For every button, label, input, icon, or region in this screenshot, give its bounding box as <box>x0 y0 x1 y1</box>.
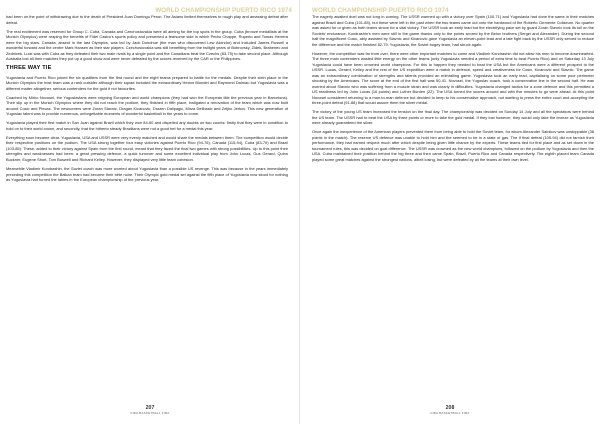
page-footer-text: FIBA BASKETBALL FIBA <box>430 411 470 415</box>
paragraph: Everything soon became clear. Yugoslavia, USA and USSR were very evenly matched and would share the medals between them. The competition would decide their respective positions on the podium. The USA strung together four easy victories against Puerto Rico (94-76), Canada (115-94), Cuba (83-70) and Brazil (103-85). These, added to their victory against Spain from the first round, meant that they faced the final two games with strong possibilities. Up to this point their strengths and weaknesses had been: a great pressing defence, a quick turnover and some excellent individual play from John Lucas, Gus Gerard, Quinn Buckner, Eugene Short, Tom Boswell and Richard Kelley. However, they displayed very little team cohesion. <box>6 134 288 162</box>
left-folio <box>0 405 300 415</box>
paragraph: The eagerly awaited duel was not long in coming. The USSR warmed up with a victory over Spain (100-71) and Yugoslavia had done the same in their matches against Brazil and Cuba (101-85), but these were left in the past when the two teams came out onto the hardwood of the Roberto Clemente Coliseum. No quarter was asked for or given as both teams strove for a vital victory. The USSR took an early lead but the electrifying pace set by guard Zoran Slavnic took its toll on the Soviets' endurance. Kondrashin's men were still in the game thanks only to the points scored by the Belov brothers (Sergei and Alexander). During the second half the magnificent Cosic, ably assisted by Slavnic and Kicanovic gave Yugoslavia an eleven-point lead and a late fight back by the USSR only served to reduce the difference and the match finished 82-79. Yugoslavia, the Soviet bogey team, had struck again. <box>312 14 594 47</box>
right-running-head: WORLD CHAMPIONSHIP PUERTO RICO 1974 <box>312 7 449 14</box>
paragraph: had been on the point of withdrawing due to the death of President Juan Domingo Peron. The Asians limited themselves to rough play and amassing defeat after defeat. <box>6 14 288 25</box>
right-folio <box>300 405 600 415</box>
page-number: 207 <box>145 405 155 411</box>
right-page <box>300 0 600 424</box>
paragraph: However, the competition was far from over, there were other important matches to come and Vladimir Kondrashin did not allow his men to become downhearted. The three main contenders wasted little energy on the other teams (only Yugoslavia needed a period of extra time to beat Puerto Rico) and on Saturday 13 July Yugoslavia could have been crowned world champions. For this to happen they needed to beat the USA but the Americans were a different prospect to the USSR. Lucas, Gerard, Kelley and the rest of the US expedition were a match in defence, speed and creativeness for Cosic, Kicanovic and Slavnic. The game was an extraordinary combination of strengths and talents provided an enthralling game. Yugoslavia took an early lead, capitalising on some poor perimeter shooting by the Americans. The score at the end of the first half was 50-41. Novosel, the Yugoslav coach, took a conservative line in the second half. He was worried about Slavnic who was suffering from a muscle strain and was clearly in difficulties. Yugoslavia changed tactics for a zone defence and this permitted a US readiness led by John Lucas (16 points) and Luther Burden (22). The USA turned the scores around and with five minutes to go were ahead. At this point Novosel considered returning to a man-to-man defence but decided to keep to his conservative approach, not wanting to press the entire court and accepting the three-point defeat (91-88) that would assure them the silver medal. <box>312 50 594 106</box>
left-running-head: WORLD CHAMPIONSHIP PUERTO RICO 1974 <box>155 7 292 14</box>
paragraph: The victory of the young US team increased the tension on the final day. The championship was decided on Sunday 14 July and all the spectators were behind the US team. The USSR had to beat the USA by three points or more to take the gold medal. If they lost however, they would only take the bronze as Yugoslavia were already guaranteed the silver. <box>312 109 594 126</box>
paragraph: Meanwhile Vladimir Kondrashin, the Soviet coach was more worried about Yugoslavia than a possible US revenge. This was because in the years immediately preceding this competition the Balkan team had become their bête noire. Their Olympic gold medal set against the fifth place of Yugoslavia now stood for nothing as Yugoslavia had turned the tables in the European championship of the previous year. <box>6 166 288 183</box>
paragraph: Coached by Mirko Novosel, the Yugoslavians were reigning European and world champions (they had won the European title the previous year in Barcelona). Their slip up in the Munich Olympics where they did not reach the podium, they finished in fifth place, instigated a renovation of the team which was now built around Cosic and Plecas. The newcomers were Zoran Slavnic, Dragan Kicanovic, Drazen Dalipagic, Mirza Delibasic and Zeljko Jerkov. This new generation of Yugoslav talent was to provide numerous, unforgettable moments of wonderful basketball in the years to come. <box>6 94 288 117</box>
paragraph: Once again the inexperience of the American players prevented them from being able to hold the Soviet team, for whom Alexander Salnikov was unstoppable (38 points in the match). The reserve US defence was unable to hold him and the seemed to be in a state of gas. The if final defeat (105-94) did not tarnish their performance, they had earned respect much after which despite being given little chance by the experts. These teams tied for first place and as set down in the tournament rules, this was decided on goal difference. The USSR was crowned as the new world champions, followed on the podium by Yugoslavia and then the USA. Cuba maintained their position behind the big three and then came Spain, Brazil, Puerto Rico and Canada respectively. The eighth placed team Canada played some great matches against the strongest nations, albeit losing, but were defeated by all the teams at their own level. <box>312 129 594 162</box>
right-body-text <box>312 14 594 162</box>
paragraph: Yugoslavia played their first match in San Juan against Brazil which they won 84-60 and dispelled any doubts on two counts: firstly that they were in condition to hold on to their world crown, and secondly, that the hitherto steady Brazilians were not a good bet for a medal this year. <box>6 120 288 131</box>
section-title: THREE WAY TIE <box>6 65 52 72</box>
paragraph: Yugoslavia and Puerto Rico joined the six qualifiers from the first round and the eight teams prepared to battle for the medals. Despite their sixth place in the Munich Olympics the host team was a rank outsider although their squad included the extraordinary Hector Blondet and Raymond Dalmau but Yugoslavia was a different matter altogether, serious contenders for the gold if not favourites. <box>6 74 288 91</box>
paragraph: The real excitement was reserved for Group C. Cuba, Canada and Czechoslovakia were all aiming for the top spots in the group. Cuba (bronze medallists at the Munich Olympics) were reaping the benefits of Fidel Castro's sports policy and presented a fearsome side in which Pedro Chappe, Ruperto and Tomas Herrera were the big stars. Canada, absent in the last Olympics, was led by Jack Donohue (the man who discovered Lew Alcindor) and included James Russell a wonderful forward and the centre Mark Hansen as their star players. Czechoslovakia was still benefiting from the twilight years of Bobrovsky, Zidek, Brabenec and Zednicek. Luck was with Cuba as they defeated their two main rivals by a single point and the Canadians beat the Czechs (83-75) to take second place. Although Australia lost all their matches they put up a good show and were never defeated by the scores received by the CAR or the Philippines. <box>6 28 288 62</box>
page-footer-text: FIBA BASKETBALL FIBA <box>130 411 170 415</box>
left-body-text <box>6 14 288 183</box>
page-number: 208 <box>445 405 455 411</box>
